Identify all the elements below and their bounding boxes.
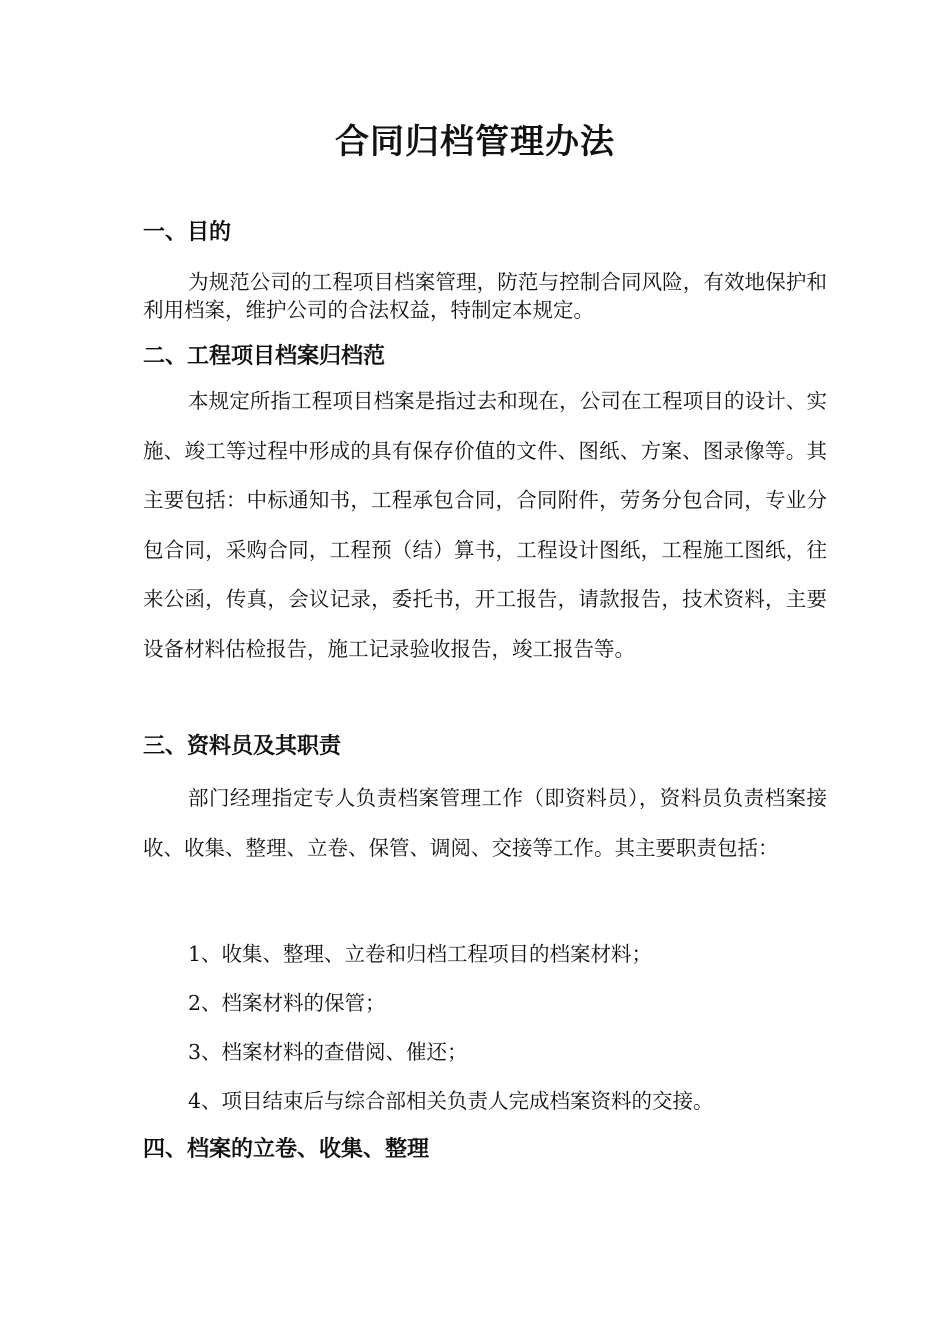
duty-list-item: 1、收集、整理、立卷和归档工程项目的档案材料；	[188, 942, 653, 966]
duty-list-item: 3、档案材料的查借阅、催还；	[188, 1040, 468, 1064]
section-paragraph-scope: 本规定所指工程项目档案是指过去和现在，公司在工程项目的设计、实施、竣工等过程中形成的具有保存价值的文件、图纸、方案、图录像等。其主要包括：中标通知书，工程承包合同，合同附件，劳务分包合同，专业分包合同，采购合同，工程预（结）算书，工程设计图纸，工程施工图纸，往来公函，传真，会议记录，委托书，开工报告，请款报告，技术资料，主要设备材料估检报告，施工记录验收报告，竣工报告等。	[143, 389, 827, 661]
duty-list-item: 4、项目结束后与综合部相关负责人完成档案资料的交接。	[188, 1089, 714, 1113]
section-heading-filing: 四、档案的立卷、收集、整理	[143, 1137, 430, 1162]
duty-list-item: 2、档案材料的保管；	[188, 991, 386, 1015]
section-heading-scope: 二、工程项目档案归档范	[143, 344, 386, 369]
document-title: 合同归档管理办法	[335, 122, 615, 162]
section-paragraph-archivist: 部门经理指定专人负责档案管理工作（即资料员），资料员负责档案接收、收集、整理、立卷、保管、调阅、交接等工作。其主要职责包括：	[143, 786, 827, 860]
section-heading-archivist: 三、资料员及其职责	[143, 734, 342, 759]
section-heading-purpose: 一、目的	[143, 220, 232, 245]
section-paragraph-purpose: 为规范公司的工程项目档案管理，防范与控制合同风险，有效地保护和利用档案，维护公司的合法权益，特制定本规定。	[143, 270, 827, 322]
